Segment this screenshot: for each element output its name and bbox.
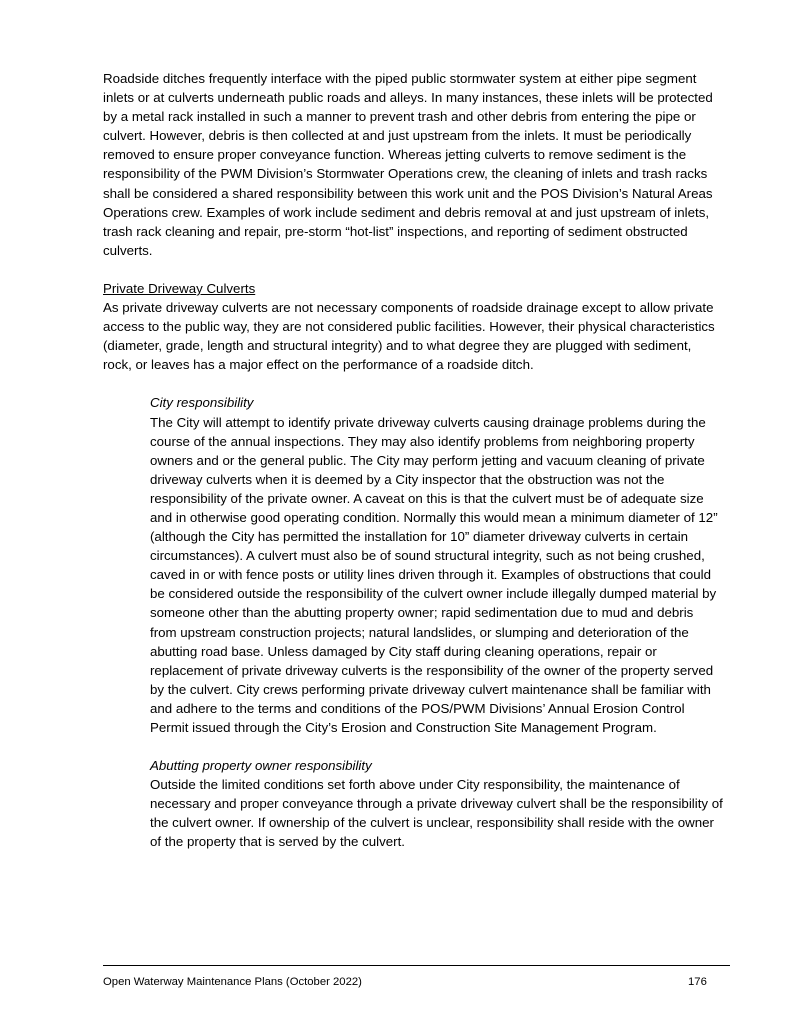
paragraph-spacer (150, 737, 723, 756)
city-responsibility-section (150, 393, 723, 851)
page-body (103, 69, 723, 852)
footer-document-title: Open Waterway Maintenance Plans (October 2022) (103, 976, 362, 988)
city-responsibility-paragraph: The City will attempt to identify private driveway culverts causing drainage problems during the course of the annual inspections. They may also identify problems from neighboring property owners and or the general public. The City may perform jetting and vacuum cleaning of private driveway culverts when it is deemed by a City inspector that the obstruction was not the responsibility of the private owner. A caveat on this is that the culvert must be of adequate size and in otherwise good operating condition. Normally this would mean a minimum diameter of 12” (although the City has permitted the installation for 10” diameter driveway culverts in certain circumstances). A culvert must also be of sound structural integrity, such as not being crushed, caved in or with fence posts or utility lines driven through it. Examples of obstructions that could be considered outside the responsibility of the culvert owner include illegally dumped material by someone other than the abutting property owner; rapid sedimentation due to mud and debris from upstream construction projects; natural landslides, or slumping and deterioration of the abutting road base. Unless damaged by City staff during cleaning operations, repair or replacement of private driveway culverts is the responsibility of the owner of the property served by the culvert. City crews performing private driveway culvert maintenance shall be familiar with and adhere to the terms and conditions of the POS/PWM Divisions’ Annual Erosion Control Permit issued through the City’s Erosion and Construction Site Management Program. (150, 414, 718, 735)
abutting-owner-heading: Abutting property owner responsibility (150, 758, 372, 774)
paragraph-spacer (103, 374, 723, 393)
footer-divider (103, 965, 730, 966)
intro-paragraph: Roadside ditches frequently interface with the piped public stormwater system at either pipe segment inlets or at culverts underneath public roads and alleys. In many instances, these inlets will be protected by a metal rack installed in such a manner to prevent trash and other debris from entering the pipe or culvert. However, debris is then collected at and just upstream from the inlets. It must be periodically removed to ensure proper conveyance function. Whereas jetting culverts to remove sediment is the responsibility of the PWM Division’s Stormwater Operations crew, the cleaning of inlets and trash racks shall be considered a shared responsibility between this work unit and the POS Division’s Natural Areas Operations crew. Examples of work include sediment and debris removal at and just upstream of inlets, trash rack cleaning and repair, pre-storm “hot-list” inspections, and reporting of sediment obstructed culverts. (103, 71, 713, 258)
paragraph-spacer (103, 260, 723, 279)
footer-page-number: 176 (688, 976, 707, 988)
abutting-owner-paragraph: Outside the limited conditions set forth above under City responsibility, the maintenance of necessary and proper conveyance through a private driveway culvert shall be the responsibility of the culvert owner. If ownership of the culvert is unclear, responsibility shall reside with the owner of the property that is served by the culvert. (150, 777, 723, 850)
private-culverts-heading: Private Driveway Culverts (103, 280, 256, 296)
city-responsibility-heading: City responsibility (150, 395, 254, 411)
private-culverts-paragraph: As private driveway culverts are not necessary components of roadside drainage except to allow private access to the public way, they are not considered public facilities. However, their physical characteristics (diameter, grade, length and structural integrity) and to what degree they are plugged with sediment, rock, or leaves has a major effect on the performance of a roadside ditch. (103, 300, 715, 373)
